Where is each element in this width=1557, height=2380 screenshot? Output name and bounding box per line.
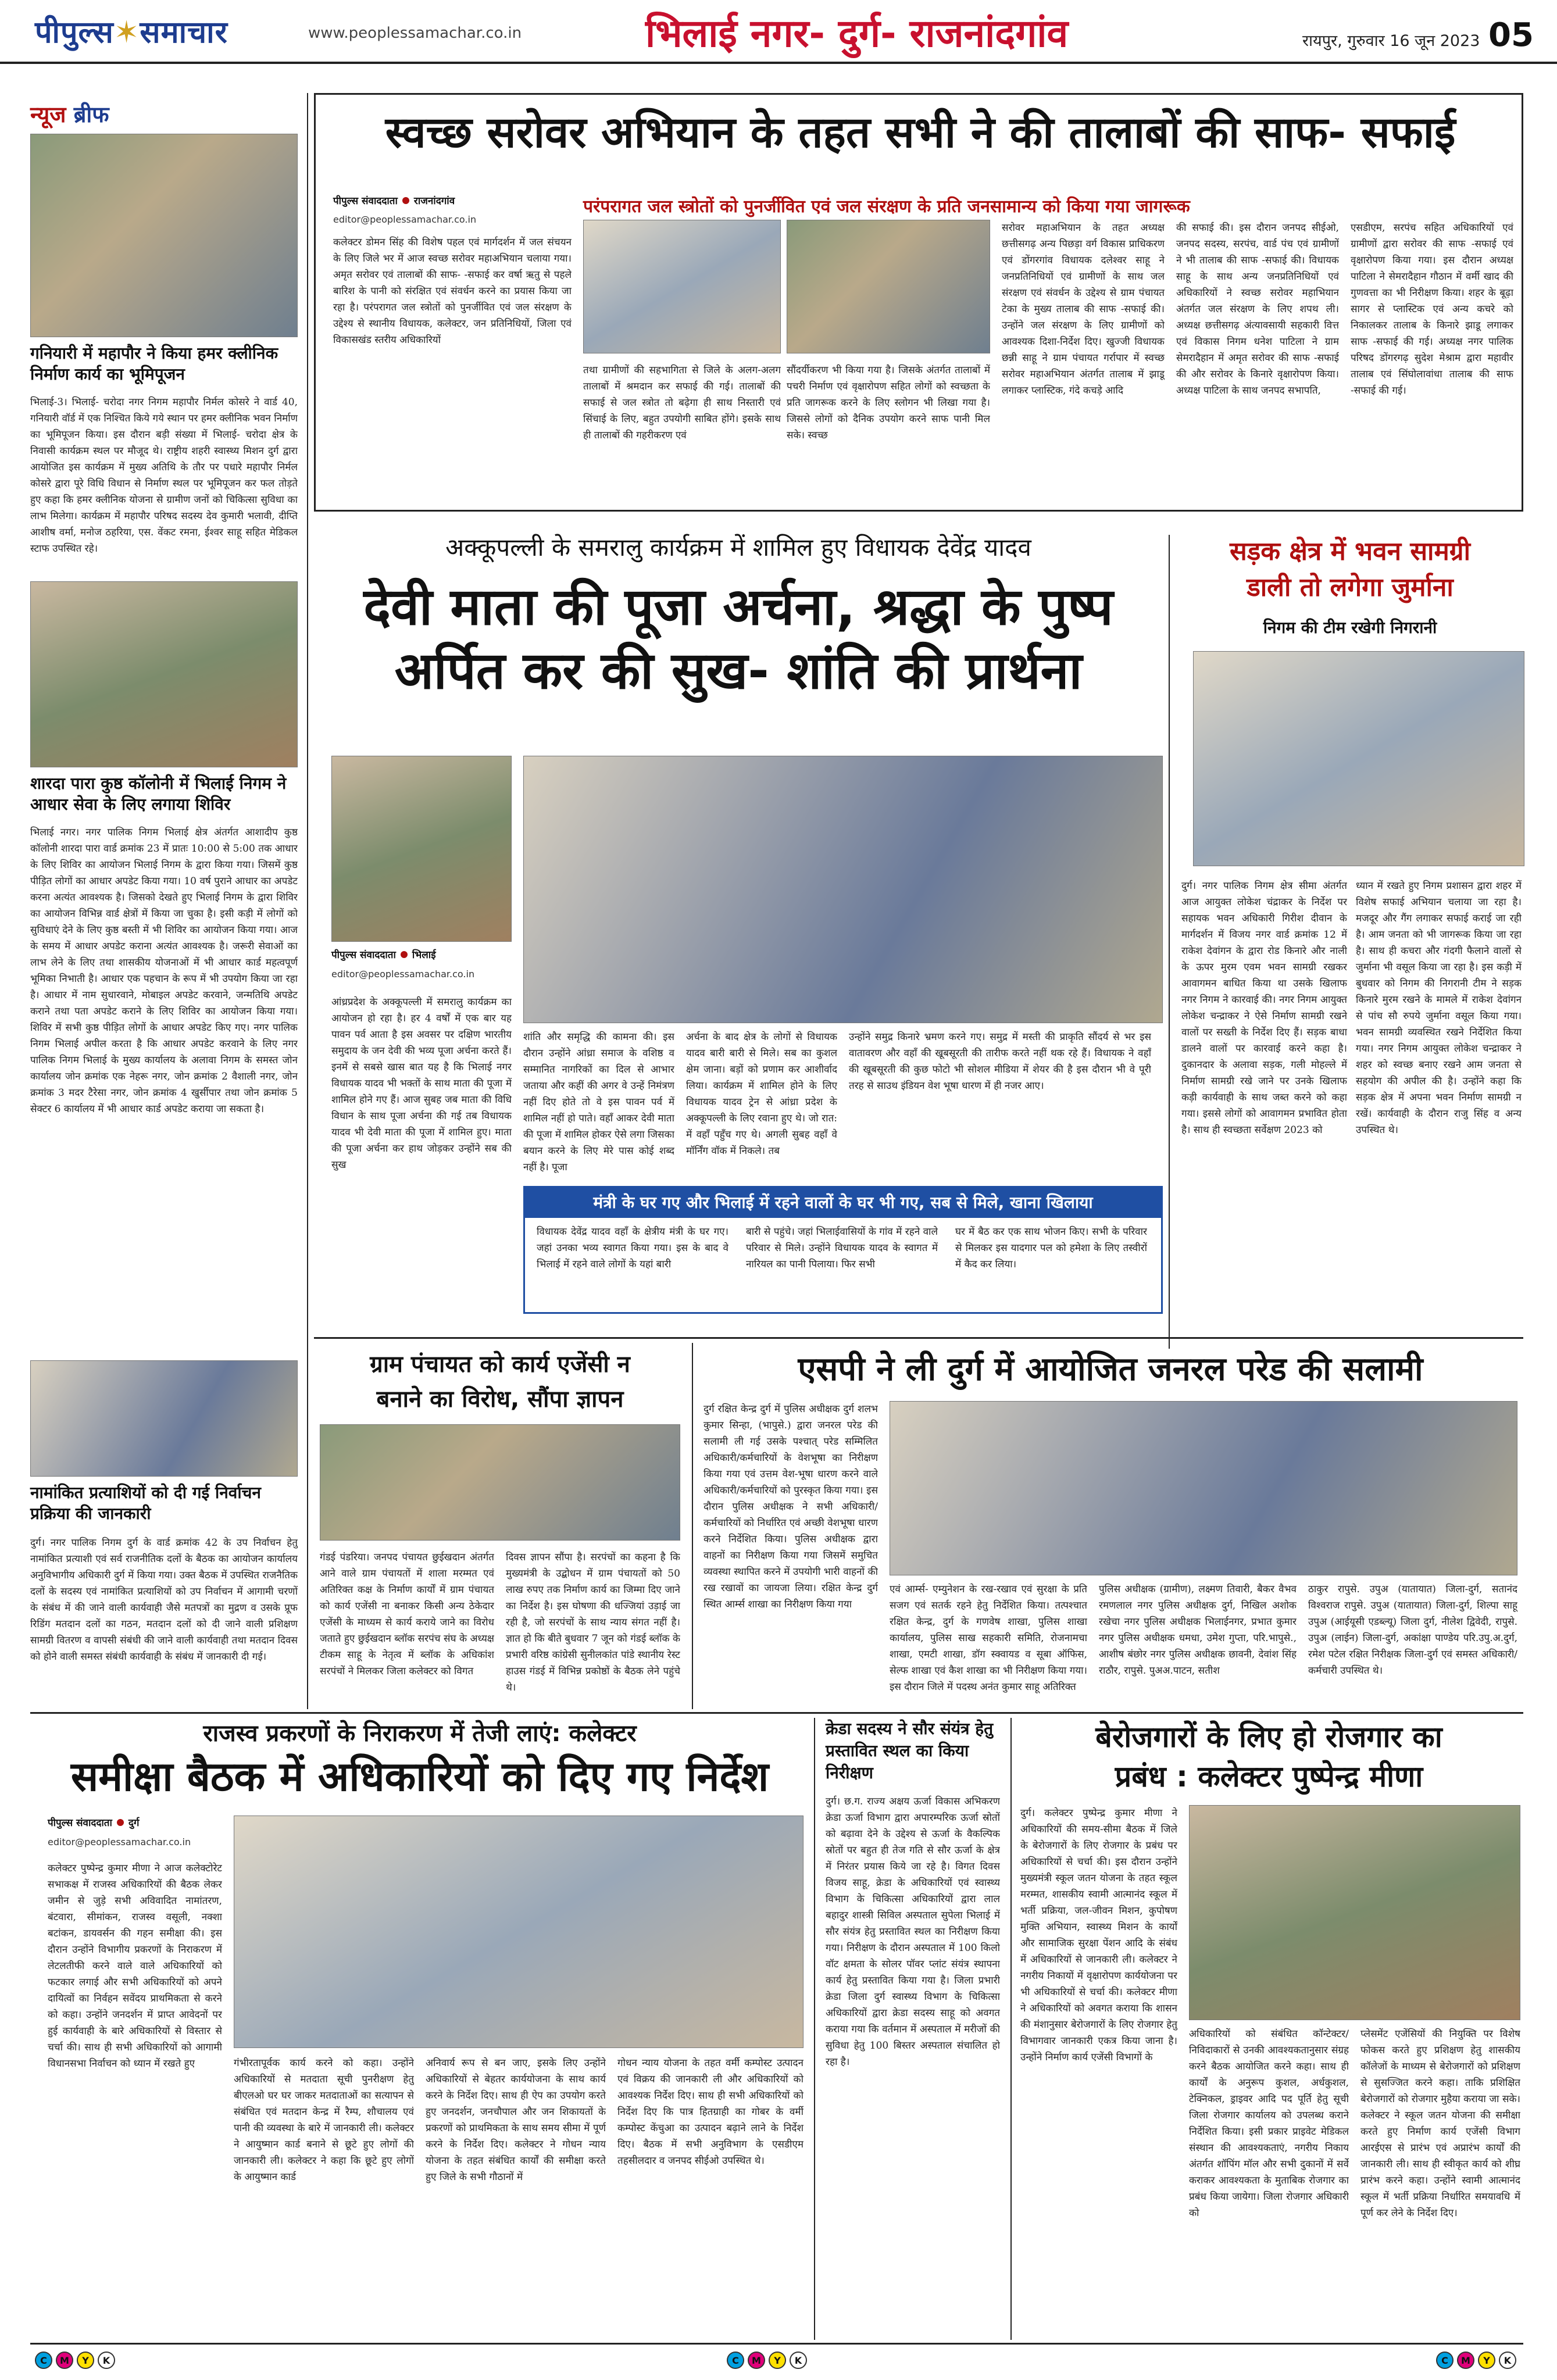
- jobs-col-1: दुर्ग। कलेक्टर पुष्पेन्द्र कुमार मीणा ने अधिकारियों की समय-सीमा बैठक में जिले के बेरोजगारों के लिए रोजगार के प्रबंध पर अधिकारियों से चर्चा की। इस दौरान उन्होंने मुख्यमंत्री स्कूल जतन योजना के तहत स्कूल मरम्मत, शासकीय स्वामी आत्मानंद स्कूल में भर्ती प्रक्रिया, जल-जीवन मिशन, कुपोषण मुक्ति अभियान, स्वास्थ्य मिशन के कार्यों और सामाजिक सुरक्षा पेंशन आदि के संबंध में अधिकारियों से जानकारी ली। कलेक्टर ने नगरीय निकायों में वृक्षारोपण कार्ययोजना पर भी अधिकारियों से चर्चा की। कलेक्टर मीणा ने अधिकारियों को अवगत कराया कि शासन की मंशानुसार बेरोजगारों के लिए रोजगार हेतु विभागवार जानकारी एकत्र किया जाना है। उन्होंने निर्माण कार्य एजेंसी विभागों के: [1020, 1807, 1177, 2063]
- parade-col-1: दुर्ग रक्षित केन्द्र दुर्ग में पुलिस अधीक्षक दुर्ग शलभ कुमार सिन्हा, (भापुसे.) द्वारा जनरल परेड की सलामी ली गई उसके पश्चात् परेड सम्मिलित अधिकारी/कर्मचारियों के वेशभूषा का निरीक्षण किया गया एवं उत्तम वेश-भूषा धारण करने वाले अधिकारी/कर्मचारियों को पुरस्कृत किया गया। इस दौरान पुलिस अधीक्षक ने सभी अधिकारी/कर्मचारियों को निर्धारित एवं अच्छी वेशभूषा धारण करने निर्देशित किया। पुलिस अधीक्षक द्वारा वाहनों का निरीक्षण किया गया जिसमें समुचित व्यवस्था स्थापित करने में उपयोगी भारी वाहनों की रख रखावों का जायजा लिया। रक्षित केन्द्र दुर्ग स्थित आर्म्स शाखा का निरीक्षण किया गया: [703, 1403, 878, 1610]
- lake-photo: [583, 220, 781, 353]
- story-puja: [314, 523, 1163, 1337]
- story-parade: [698, 1343, 1523, 1709]
- revenue-rule: [814, 1718, 815, 2340]
- puja-col-1: आंध्रप्रदेश के अक्कूपल्ली में समरालु कार्यक्रम का आयोजन हो रहा है। हर 4 वर्षों में एक बार यह पावन पर्व आता है इस अवसर पर दक्षिण भारतीय समुदाय के जन देवी की भव्य पूजा अर्चना करते हैं। इनमें से सबसे खास बात यह है कि भिलाई नगर विधायक यादव भी भक्तों के साथ माता की पूजा में शामिल होने गए हैं। आज सुबह जब माता की विधि विधान के साथ पूजा अर्चना की गई तब विधायक यादव भी देवी माता की पूजा में शामिल हुए। माता की पूजा अर्चना कर हाथ जोड़कर उन्होंने सब की सुख: [331, 996, 512, 1171]
- yellow-mark: Y: [769, 2352, 786, 2369]
- revenue-email: editor@peoplessamachar.co.in: [48, 1836, 191, 1847]
- panchayat-rule: [692, 1343, 693, 1709]
- lake-col-2: तथा ग्रामीणों की सहभागिता से जिले के अलग-अलग तालाबों में श्रमदान कर सफाई की गई। तालाबों की सफाई से जल स्त्रोत तो बढ़ेगा ही साथ निस्तारी एवं सिंचाई के लिए, बहुत उपयोगी साबित होंगे। इसके साथ ही तालाबों की गहरीकरण एवं: [583, 364, 781, 441]
- jobs-headline-1: बेरोजगारों के लिए हो रोजगार का: [1095, 1720, 1442, 1754]
- brief-text-2: भिलाई नगर। नगर पालिक निगम भिलाई क्षेत्र अंतर्गत आशादीप कुष्ठ कॉलोनी शारदा पारा वार्ड क्रमांक 23 में प्रातः 10:00 से 5:00 तक आधार के लिए शिविर का आयोजन भिलाई निगम के द्वारा किया गया। जिसमें कुष्ठ पीड़ित लोगों का आधार अपडेट किया गया। 10 वर्ष पुराने आधार का अपडेट करना अत्यंत आवश्यक है। जिसको देखते हुए भिलाई निगम के द्वारा शिविर का आयोजन विभिन्न वार्ड क्षेत्रों में किया जा चुका है। इसी कड़ी में लोगों को सुविधाएं देने के लिए कुष्ठ बस्ती में भी शिविर का आयोजन किया गया। आज के समय में आधार अपडेट कराना अत्यंत आवश्यक है। जरूरी सेवाओं का लाभ लेने के लिए तथा शासकीय योजनाओं में भी आधार कार्ड महत्वपूर्ण भूमिका निभाती है। आधार एक पहचान के रूप में भी उपयोग किया जा रहा है। आधार में नाम सुधारवाने, मोबाइल अपडेट करवाने, जन्मतिथि अपडेट कराने तथा पता अपडेट कराने के लिए शिविर का आयोजन किया गया। शिविर में सभी कुष्ठ पीड़ित लोगों के आधार अपडेट किए गए। नगर पालिक निगम भिलाई अपील करता है कि आधार अपडेट करवाने के लिए नगर पालिक निगम भिलाई के मुख्य कार्यालय के अलावा निगम के समस्त जोन कार्यालय जोन क्रमांक एक नेहरू नगर, जोन क्रमांक 2 वैशाली नगर, जोन क्रमांक 3 मदर टैरेसा नगर, जोन क्रमांक 4 खुर्सीपार तथा जोन क्रमांक 5 सेक्टर 6 कार्यालय में भी आधार कार्ड अपडेट कराया जा सकता है।: [30, 827, 298, 1115]
- registration-marks-center: [727, 2352, 807, 2369]
- lake-subhead: परंपरागत जल स्त्रोतों को पुनर्जीवित एवं जल संरक्षण के प्रति जनसामान्य को किया गया जागरूक: [583, 196, 1190, 217]
- brief-column-rule: [307, 93, 308, 1709]
- parade-col-2: एवं आर्म्स- एम्युनेशन के रख-रखाव एवं सुरक्षा के प्रति सजग एवं सतर्क रहने हेतु निर्देशित किया। तत्पश्चात रक्षित केन्द्र, दुर्ग के गणवेष शाखा, पुलिस शाखा कार्यालय, पुलिस साख सहकारी समिति, रोजनामचा शाखा, एमटी शाखा, डॉग स्क्वायड व सूबा ऑफिस, सेल्फ शाखा एवं कैश शाखा का भी निरीक्षण किया गया। इस दौरान जिले में पदस्थ अनंत कुमार साहू अतिरिक्त: [890, 1584, 1087, 1693]
- black-mark: K: [98, 2352, 115, 2369]
- mid-horizontal-rule: [314, 1337, 1523, 1339]
- lake-byline-name: पीपुल्स संवाददाता: [333, 195, 398, 207]
- registration-marks-left: [35, 2352, 115, 2369]
- section-title: भिलाई नगर- दुर्ग- राजनांदगांव: [645, 11, 1069, 56]
- logo-left: पीपुल्स: [35, 15, 114, 50]
- registration-marks-right: [1436, 2352, 1516, 2369]
- puja-box-col-3: घर में बैठ कर एक साथ भोजन किए। सभी के परिवार से मिलकर इस यादगार पल को हमेशा के लिए तस्वीरों में कैद कर लिया।: [955, 1226, 1147, 1270]
- puja-box-headline: मंत्री के घर गए और भिलाई में रहने वालों के घर भी गए, सब से मिले, खाना खिलाया: [525, 1188, 1161, 1218]
- road-col-1: दुर्ग। नगर पालिक निगम क्षेत्र सीमा अंतर्गत आज आयुक्त लोकेश चंद्राकर के निर्देश पर सहायक भवन अधिकारी गिरीश दीवान के मार्गदर्शन में विजय नगर वार्ड क्रमांक 12 में राकेश देवांगन के द्वारा रोड किनारे और नाली के ऊपर मुरम एवम भवन सामग्री रखकर आवागमन बाधित किया था उसके खिलाफ नगर निगम ने कारवाई की। नगर निगम आयुक्त लोकेश चन्द्राकर ने ऐसे निर्माण सामग्री रखने वालों पर सख्ती के निर्देश दिए हैं। सड़क बाधा डालने वालों पर कारवाई करने कहा है। दुकानदार के अलावा सड़क, गली मोहल्ले में निर्माण सामग्री रखे जाने पर उनके खिलाफ कड़ी कार्यवाही के साथ जब्त करने को कहा गया। इससे लोगों को आवागमन प्रभावित होता है। साथ ही स्वच्छता सर्वेक्षण 2023 को: [1181, 880, 1347, 1136]
- footer-rule: [30, 2343, 1523, 2345]
- road-photo: [1193, 651, 1524, 866]
- parade-col-4: ठाकुर रापुसे. उपुअ (यातायात) जिला-दुर्ग, सतानंद विश्वराज रापुसे. उपुअ (यातायात) जिला-दुर्ग, शिल्पा साहू उपुअ (आईयूसी एडब्ल्यू) जिला दुर्ग, नीलेश द्विवेदी, रापुसे. उपुअ (लाईन) जिला-दुर्ग, अकांक्षा पाण्डेय परि.उपु.अ.दुर्ग, रमेश पटेल रक्षित निरीक्षक जिला-दुर्ग एवं समस्त अधिकारी/कर्मचारी उपस्थित थे।: [1308, 1584, 1517, 1677]
- road-headline-1: सड़क क्षेत्र में भवन सामग्री: [1230, 537, 1470, 566]
- news-brief-label: [30, 99, 298, 129]
- jobs-headline-2: प्रबंध : कलेक्टर पुष्पेन्द्र मीणा: [1115, 1760, 1423, 1793]
- puja-byline-place: भिलाई: [412, 949, 436, 961]
- road-headline-2: डाली तो लगेगा जुर्माना: [1247, 573, 1454, 602]
- lake-byline: [333, 194, 455, 207]
- panchayat-col-2: दिवस ज्ञापन सौंपा है। सरपंचों का कहना है कि मुख्यमंत्री के उद्बोधन में ग्राम पंचायतों को 50 लाख रुपए तक निर्माण कार्य का जिम्मा दिए जाने का निर्देश है। इस घोषणा की धज्जियां उड़ाई जा रही है, जो सरपंचों के साथ न्याय संगत नहीं है। ज्ञात हो कि बीते बुधवार 7 जून को गंडई ब्लॉक के प्रभारी वरिष्ठ कांग्रेसी सुनीलकांत पांडे स्थानीय रेस्ट हाउस गंडई में विभिन्न प्रकोष्ठों के बैठक लेने पहुंचे थे।: [506, 1552, 680, 1693]
- revenue-photo: [234, 1816, 804, 2048]
- black-mark: K: [790, 2352, 807, 2369]
- magenta-mark: M: [748, 2352, 765, 2369]
- brief-block-3: [30, 1360, 298, 1698]
- cyan-mark: C: [1436, 2352, 1454, 2369]
- puja-headline-2: अर्पित कर की सुख- शांति की प्रार्थना: [394, 641, 1083, 701]
- story-lake: [314, 93, 1523, 512]
- puja-kicker: अक्कूपल्ली के समरालु कार्यक्रम में शामिल हुए विधायक देवेंद्र यादव: [445, 533, 1031, 562]
- puja-byline-name: पीपुल्स संवाददाता: [331, 949, 396, 961]
- puja-photo-group: [523, 756, 1163, 1023]
- revenue-col-3: अनिवार्य रूप से बन जाए, इसके लिए उन्होंने अधिकारियों से बेहतर कार्ययोजना के साथ कार्य करने के निर्देश दिए। साथ ही ऐप का उपयोग करते हुए जनदर्शन, जनचौपाल और जन शिकायतों के प्रकरणों को प्राथमिकता के साथ समय सीमा में पूर्ण करने के निर्देश दिए। कलेक्टर ने गोधन न्याय योजना के तहत संबंधित कार्यों की समीक्षा करते हुए जिले के सभी गौठानों में: [426, 2057, 606, 2183]
- logo-mark-icon: ✶: [113, 15, 140, 50]
- puja-byline: [331, 948, 436, 961]
- puja-box-col-1: विधायक देवेंद्र यादव वहाँ के क्षेत्रीय मंत्री के घर गए। जहां उनका भव्य स्वागत किया गया। इस के बाद वे भिलाई में रहने वाले लोगों के यहां बारी: [537, 1226, 728, 1270]
- dateline: रायपुर, गुरुवार 16 जून 2023: [1302, 32, 1480, 50]
- jobs-photo: [1189, 1805, 1520, 2020]
- story-creda: [820, 1718, 1006, 2340]
- cyan-mark: C: [727, 2352, 744, 2369]
- logo: [35, 10, 228, 52]
- puja-col-4: उन्होंने समुद्र किनारे भ्रमण करने गए। समुद्र में मस्ती की प्राकृति सौंदर्य से भर इस वातावरण और वहाँ की खूबसूरती की तारीफ करते नहीं थक रहे हैं। विधायक ने वहाँ की खूबसूरती की कुछ फोटो भी सोशल मीडिया में शेयर की है इस दौरान भी वे पूरी तरह से साउथ इंडियन वेश भूषा धारण में ही नजर आए।: [849, 1031, 1151, 1092]
- panchayat-headline-1: ग्राम पंचायत को कार्य एजेंसी न: [370, 1351, 630, 1378]
- brief-photo-1: [30, 134, 298, 337]
- brief-text-1: भिलाई-3। भिलाई- चरोदा नगर निगम महापौर निर्मल कोसरे ने वार्ड 40, गनियारी वॉर्ड में एक निश्चित किये गये स्थान पर हमर क्लीनिक भवन निर्माण का भूमिपूजन किया। इस दौरान बड़ी संख्या में भिलाई- चरोदा क्षेत्र के निवासी कार्यक्रम स्थल पर मौजूद थे। राष्ट्रीय शहरी स्वास्थ्य मिशन दुर्ग द्वारा आयोजित इस कार्यक्रम में मुख्य अतिथि के तौर पर पधारे महापौर निर्मल कोसरे द्वारा पूरे विधि विधान से निर्माण स्थल पर भूमिपूजन कर फल तोड़ते हुए कहा कि हमर क्लीनिक योजना से ग्रामीण जनों को चिकित्सा सुविधा का लाभ मिलेगा। कार्यक्रम में महापौर परिषद सदस्य देव कुमारी भलावी, दीप्ति आशीष वर्मा, मनोज ठहरिया, एस. वेंकट रमना, ईश्वर साहू सहित मेडिकल स्टाफ उपस्थित रहे।: [30, 396, 298, 555]
- story-jobs: [1015, 1718, 1523, 2340]
- panchayat-col-1: गंडई पंडरिया। जनपद पंचायत छुईखदान अंतर्गत आने वाले ग्राम पंचायतों में शाला मरम्मत एवं अतिरिक्त कक्ष के निर्माण कार्यों में ग्राम पंचायत को कार्य एजेंसी ना बनाकर किसी अन्य ठेकेदार एजेंसी के माध्यम से कार्य कराये जाने का विरोध जताते हुए छुईखदान ब्लॉक सरपंच संघ के अध्यक्ष टीकम साहू के नेतृत्व में ब्लॉक के अधिकांश सरपंचों ने मिलकर जिला कलेक्टर को विगत: [320, 1552, 494, 1677]
- puja-col-3: अर्चना के बाद क्षेत्र के लोगों से विधायक यादव बारी बारी से मिले। सब का कुशल क्षेम जाना। बड़ों को प्रणाम कर आशीर्वाद लिया। कार्यक्रम में शामिल होने के लिए विधायक यादव ट्रेन से आंध्रा प्रदेश के अक्कूपल्ली के लिए रवाना हुए थे। जो रात: में वहाँ पहुँच गए थे। अगली सुबह वहाँ वे मॉर्निंग वॉक में निकले। तब: [686, 1031, 837, 1157]
- lake-col-3: सौंदर्यीकरण भी किया गया है। जिसके अंतर्गत तालाबों में पचरी निर्माण एवं वृक्षारोपण सहित लोगों को स्वच्छता के प्रति जागरूक करने के लिए स्लोगन भी लिखा गया है। जिससे लोगों को दैनिक उपयोग करने साफ पानी मिल सके। स्वच्छ: [787, 364, 990, 441]
- puja-box: [523, 1186, 1163, 1314]
- puja-email: editor@peoplessamachar.co.in: [331, 969, 475, 980]
- story-panchayat: [314, 1343, 686, 1709]
- yellow-mark: Y: [1478, 2352, 1495, 2369]
- byline-dot-icon: [117, 1819, 124, 1826]
- news-brief-column: [30, 99, 298, 1453]
- puja-headline-1: देवी माता की पूजा अर्चना, श्रद्धा के पुष्प: [363, 577, 1113, 637]
- lake-col-6: एसडीएम, सरपंच सहित अधिकारियों एवं ग्रामीणों द्वारा सरोवर की साफ -सफाई एवं वृक्षारोपण किया गया। इस दौरान अध्यक्ष पाटिला ने सेमरादैहान गौठान में वर्मी खाद की गुणवत्ता का भी निरीक्षण किया। शहर के बूढ़ा सागर से प्लास्टिक एवं अन्य कचरे को निकालकर तालाब के किनारे झाडू लगाकर साफ -सफाई की गई। अध्यक्ष नगर पालिक परिषद डोंगरगढ़ सुदेश मेश्राम द्वारा महावीर तालाब एवं सिंघोलावांधा तालाब की साफ -सफाई की गई।: [1351, 222, 1513, 396]
- revenue-kicker: राजस्व प्रकरणों के निराकरण में तेजी लाएं: कलेक्टर: [203, 1720, 637, 1747]
- puja-box-col-2: बारी से पहुंचे। जहां भिलाईवासियों के गांव में रहने वाले परिवार से मिले। उन्होंने विधायक यादव के स्वागत में नारियल का पानी पिलाया। फिर सभी: [746, 1226, 938, 1270]
- magenta-mark: M: [56, 2352, 73, 2369]
- masthead: [0, 0, 1557, 64]
- jobs-col-3: प्लेसमेंट एजेंसियों की नियुक्ति पर विशेष फोकस करते हुए प्रशिक्षण हेतु शासकीय कॉलेजों के माध्यम से बेरोजगारों को प्रशिक्षण से सुसज्जित करने कहा। ताकि प्रशिक्षित बेरोजगारों को रोजगार मुहैया कराया जा सके। कलेक्टर ने स्कूल जतन योजना की समीक्षा करते हुए निर्माण कार्य एजेंसी विभाग आरईएस से प्रारंभ एवं अप्रारंभ कार्यों की जानकारी ली। साथ ही स्वीकृत कार्य को शीघ्र प्रारंभ करने कहा। उन्होंने स्वामी आत्मानंद स्कूल में भर्ती प्रक्रिया निर्धारित समयावधि में पूर्ण कर लेने के निर्देश दिए।: [1360, 2028, 1520, 2219]
- lake-col-1: कलेक्टर डोमन सिंह की विशेष पहल एवं मार्गदर्शन में जल संचयन के लिए जिले भर में आज स्वच्छ सरोवर महाअभियान चलाया गया। अमृत सरोवर एवं तालाबों की साफ- -सफाई कर वर्षा ऋतु से पहले बारिश के पानी को संरक्षित एवं संवर्धन करने का प्रयास किया जा रहा है। परंपरागत जल स्त्रोतों को पुनर्जीवित एवं जल संरक्षण के उद्देश्य से स्थानीय विधायक, कलेक्टर, जन प्रतिनिधियों, जिला एवं विकासखंड स्तरीय अधिकारियों: [333, 237, 572, 346]
- road-col-2: ध्यान में रखते हुए निगम प्रशासन द्वारा शहर में विशेष सफाई अभियान चलाया जा रहा है। मजदूर और गैंग लगाकर सफाई कराई जा रही है। आम जनता को भी जागरूक किया जा रहा है। साथ ही कचरा और गंदगी फैलाने वालों से जुर्माना भी वसूल किया जा रहा है। इस कड़ी में बुधवार को निगम की निगरानी टीम ने सड़क किनारे मुरम रखने के मामले में राकेश देवांगन से पांच सौ रुपये जुर्माना वसूल किया गया। भवन सामग्री व्यवस्थित रखने निर्देशित किया गया। नगर निगम आयुक्त लोकेश चन्द्राकर ने शहर को स्वच्छ बनाए रखने आम जनता से सहयोग की अपील की है। उन्होंने कहा कि सड़क क्षेत्र में अपना भवन निर्माण सामग्री न रखें। कार्यवाही के दौरान राजु सिंह व अन्य उपस्थित थे।: [1356, 880, 1522, 1136]
- brief-title-2: शारदा पारा कुष्ठ कॉलोनी में भिलाई निगम ने आधार सेवा के लिए लगाया शिविर: [30, 774, 287, 814]
- brief-photo-2: [30, 581, 298, 767]
- parade-headline: एसपी ने ली दुर्ग में आयोजित जनरल परेड की सलामी: [798, 1350, 1423, 1388]
- lake-col-5: की सफाई की। इस दौरान जनपद सीईओ, जनपद सदस्य, सरपंच, वार्ड पंच एवं ग्रामीणों ने भी तालाब की साफ -सफाई की। विधायक साहू के साथ अन्य जनप्रतिनिधियों एवं अधिकारियों ने स्वच्छ सरोवर महाभियान अंतर्गत जल संरक्षण के लिए शपथ ली। अध्यक्ष छत्तीसगढ़ अंत्यावसायी सहकारी वित्त एवं विकास निगम धनेश पाटिला ने ग्राम सेमरादैहान में अमृत सरोवर की साफ -सफाई की और सरोवर के किनारे वृक्षारोपण किया। अध्यक्ष पाटिला के साथ जनपद सभापति,: [1176, 222, 1339, 396]
- creda-rule: [1010, 1718, 1012, 2340]
- brief-title-3: नामांकित प्रत्याशियों को दी गई निर्वाचन प्रक्रिया की जानकारी: [30, 1483, 261, 1523]
- lower-horizontal-rule: [30, 1712, 1523, 1714]
- revenue-col-2: गंभीरतापूर्वक कार्य करने को कहा। उन्होंने अधिकारियों से मतदाता सूची पुनरीक्षण हेतु बीएलओ घर घर जाकर मतदाताओं का सत्यापन से संबंधित एवं मतदान केन्द्र में रैम्प, शौचालय एवं पानी की व्यवस्था के बारे में जानकारी ली। कलेक्टर ने आयुष्मान कार्ड बनाने से छूटे हुए लोगों की जानकारी ली। कलेक्टर ने कहा कि छूटे हुए लोगों के आयुष्मान कार्ड: [234, 2057, 414, 2183]
- revenue-col-1: कलेक्टर पुष्पेन्द्र कुमार मीणा ने आज कलेक्टोरेट सभाकक्ष में राजस्व अधिकारियों की बैठक लेकर जमीन से जुड़े सभी अविवादित नामांतरण, बंटवारा, सीमांकन, राजस्व वसूली, नक्शा बटांकन, डायवर्सन की गहन समीक्षा की। इस दौरान उन्होंने विभागीय प्रकरणों के निराकरण में लेटलतीफी करने वाले वाले अधिकारियों को फटकार लगाई और सभी अधिकारियों को अपने दायित्वों का निर्वहन सवेंदय प्राथमिकता से करने को कहा। उन्होंने जनदर्शन में प्राप्त आवेदनों पर हुई कार्यवाही के बारे अधिकारियों से विस्तार से चर्चा की। साथ ही सभी अधिकारियों को आगामी विधानसभा निर्वाचन को ध्यान में रखते हुए: [48, 1863, 222, 2070]
- panchayat-photo: [320, 1424, 680, 1541]
- brief-text-3: दुर्ग। नगर पालिक निगम दुर्ग के वार्ड क्रमांक 42 के उप निर्वाचन हेतु नामांकित प्रत्याशी एवं सर्व राजनीतिक दलों के बैठक का आयोजन कार्यालय अनुविभागीय अधिकारी दुर्ग में किया गया। उक्त बैठक में उपस्थित राजनैतिक दलों के सदस्य एवं नामांकित प्रत्याशियों को उप निर्वाचन में आगामी चरणों के संबंध में की जाने वाली कार्यवाही जैसे मतपत्रों का मुद्रण व उसके प्रूफ रिडिंग मतदान दलों का गठन, मतदान दलों को दी जाने वाली प्रशिक्षण सामग्री वितरण व वापसी संबंधी की जाने वाली कार्यवाही तथा मतदान दिवस को होने वाली समस्त संबंधी कार्यवाही के संबंध में जानकारी दी गई।: [30, 1537, 298, 1663]
- panchayat-headline-2: बनाने का विरोध, सौंपा ज्ञापन: [376, 1386, 624, 1413]
- jobs-col-2: अधिकारियों को संबंधित कॉन्टेक्टर/ निविदाकारों से उनकी आवश्यकतानुसार संग्रह करने बैठक आयोजित करने कहा। साथ ही कार्यों के अनुरूप कुशल, अर्धकुशल, टेक्निकल, ड्राइवर आदि पद पूर्ति हेतु सूची जिला रोजगार कार्यालय को उपलब्ध कराने निर्देशित किया। इसी प्रकार प्राइवेट मेडिकल संस्थान की आवश्यकताएं, नगरीय निकाय अंतर्गत शॉपिंग मॉल और सभी दुकानों में सर्वे कराकर आवश्यकता के मुताबिक रोजगार का प्रबंध किया जायेगा। जिला रोजगार अधिकारी को: [1189, 2028, 1349, 2219]
- cyan-mark: C: [35, 2352, 52, 2369]
- news-brief-label-b: ब्रीफ: [73, 102, 109, 127]
- revenue-col-4: गोधन न्याय योजना के तहत वर्मी कम्पोस्ट उत्पादन एवं विक्रय की जानकारी ली और अधिकारियों को आवश्यक निर्देश दिए। साथ ही सभी अधिकारियों को निर्देश दिए कि पात्र हितग्राही का गोबर के वर्मी कम्पोस्ट केंचुआ का उत्पादन बढ़ाने लाने के निर्देश दिए। बैठक में सभी अनुविभाग के एसडीएम तहसीलदार व जनपद सीईओ उपस्थित थे।: [617, 2057, 804, 2167]
- road-subhead: निगम की टीम रखेगी निगरानी: [1263, 618, 1437, 637]
- magenta-mark: M: [1457, 2352, 1474, 2369]
- byline-dot-icon: [401, 951, 408, 958]
- parade-col-3: पुलिस अधीक्षक (ग्रामीण), लक्ष्मण तिवारी, बैकर वैभव रमणलाल नगर पुलिस अधीक्षक दुर्ग, निखिल अशोक रखेचा नगर पुलिस अधीक्षक भिलाईनगर, प्रभात कुमार नगर पुलिस अधीक्षक धमधा, उमेश गुप्ता, परि.भापुसे., आशीष बंछोर नगर पुलिस अधीक्षक छावनी, देवांश सिंह राठौर, रापुसे. पुअअ.पाटन, सतीश: [1099, 1584, 1297, 1677]
- website: www.peoplessamachar.co.in: [308, 24, 522, 42]
- creda-headline: क्रेडा सदस्य ने सौर संयंत्र हेतु प्रस्तावित स्थल का किया निरीक्षण: [826, 1719, 994, 1782]
- revenue-byline-place: दुर्ग: [128, 1817, 140, 1829]
- brief-photo-3: [30, 1360, 298, 1477]
- revenue-headline: समीक्षा बैठक में अधिकारियों को दिए गए निर्देश: [70, 1753, 769, 1800]
- puja-col-2: शांति और समृद्धि की कामना की। इस दौरान उन्होंने आंध्रा समाज के वशिष्ठ व सम्मानित नागरिकों का दिल से आभार जताया और कहीं की अगर वे उन्हें निमंत्रण नहीं दिए होते तो वे इस पावन पर्व में शामिल नहीं हो पाते। वहाँ आकर देवी माता की पूजा में शामिल होकर ऐसे लगा जिसका बयान करने के लिए मेरे पास कोई शब्द नहीं है। पूजा: [523, 1031, 674, 1173]
- lake-byline-place: राजनांदगांव: [413, 195, 455, 207]
- story-road: [1169, 535, 1523, 1349]
- brief-title-1: गनियारी में महापौर ने किया हमर क्लीनिक निर्माण कार्य का भूमिपूजन: [30, 344, 278, 384]
- lake-col-4: सरोवर महाअभियान के तहत अध्यक्ष छत्तीसगढ़ अन्य पिछड़ा वर्ग विकास प्राधिकरण एवं डोंगरगांव विधायक दलेश्वर साहू ने जनप्रतिनिधियों एवं ग्रामीणों के साथ जल संरक्षण एवं संवर्धन के उद्देश्य से ग्राम पंचायत टेका के मुख्य तालाब की साफ -सफाई की। उन्होंने जल संरक्षण के लिए ग्रामीणों को आवश्यक दिशा-निर्देश दिए। खुज्जी विधायक छन्नी साहू ने ग्राम पंचायत गर्रापार में स्वच्छ सरोवर महाअभियान अंतर्गत तालाब में झाडू लगाकर प्लास्टिक, गंदे कचड़े आदि: [1002, 222, 1165, 396]
- puja-photo-idol: [331, 756, 512, 942]
- page-number: 05: [1488, 16, 1534, 54]
- lake-email: editor@peoplessamachar.co.in: [333, 214, 477, 225]
- story-revenue: [30, 1718, 809, 2340]
- logo-right: समाचार: [140, 15, 228, 50]
- news-brief-label-a: न्यूज: [30, 102, 66, 127]
- lake-photo-2: [787, 220, 990, 353]
- creda-text: दुर्ग। छ.ग. राज्य अक्षय ऊर्जा विकास अभिकरण क्रेडा ऊर्जा विभाग द्वारा अपारम्परिक ऊर्जा स्रोतों को बढ़ावा देने के उद्देश्य से ऊर्जा के वैकल्पिक स्रोतों पर बहुत ही तेज गति से सौर ऊर्जा के क्षेत्र में निरंतर प्रयास किये जा रहे है। विगत दिवस विजय साहू, क्रेडा के अधिकारियों एवं स्वास्थ्य विभाग के चिकित्सा अधिकारियों द्वारा लाल बहादुर शास्त्री सिविल अस्पताल सुपेला भिलाई में सौर संयंत्र हेतु प्रस्तावित स्थल का निरीक्षण किया गया। निरीक्षण के दौरान अस्पताल में 100 किलो वॉट क्षमता के सोलर पॉवर प्लांट संयंत्र स्थापना कार्य हेतु प्रस्तावित किया गया है। जिला प्रभारी क्रेडा जिला दुर्ग स्वास्थ्य विभाग के चिकित्सा अधिकारियों द्वारा क्रेडा सदस्य साहू को अवगत कराया गया कि वर्तमान में अस्पताल में मरीजों की सुविधा हेतु 100 बिस्तर अस्पताल संचालित हो रहा है।: [826, 1796, 1000, 2068]
- parade-photo: [890, 1401, 1517, 1575]
- yellow-mark: Y: [77, 2352, 94, 2369]
- lake-headline: स्वच्छ सरोवर अभियान के तहत सभी ने की तालाबों की साफ- सफाई: [385, 108, 1456, 158]
- black-mark: K: [1499, 2352, 1516, 2369]
- revenue-byline-name: पीपुल्स संवाददाता: [48, 1817, 112, 1829]
- byline-dot-icon: [402, 197, 409, 204]
- revenue-byline: [48, 1816, 140, 1829]
